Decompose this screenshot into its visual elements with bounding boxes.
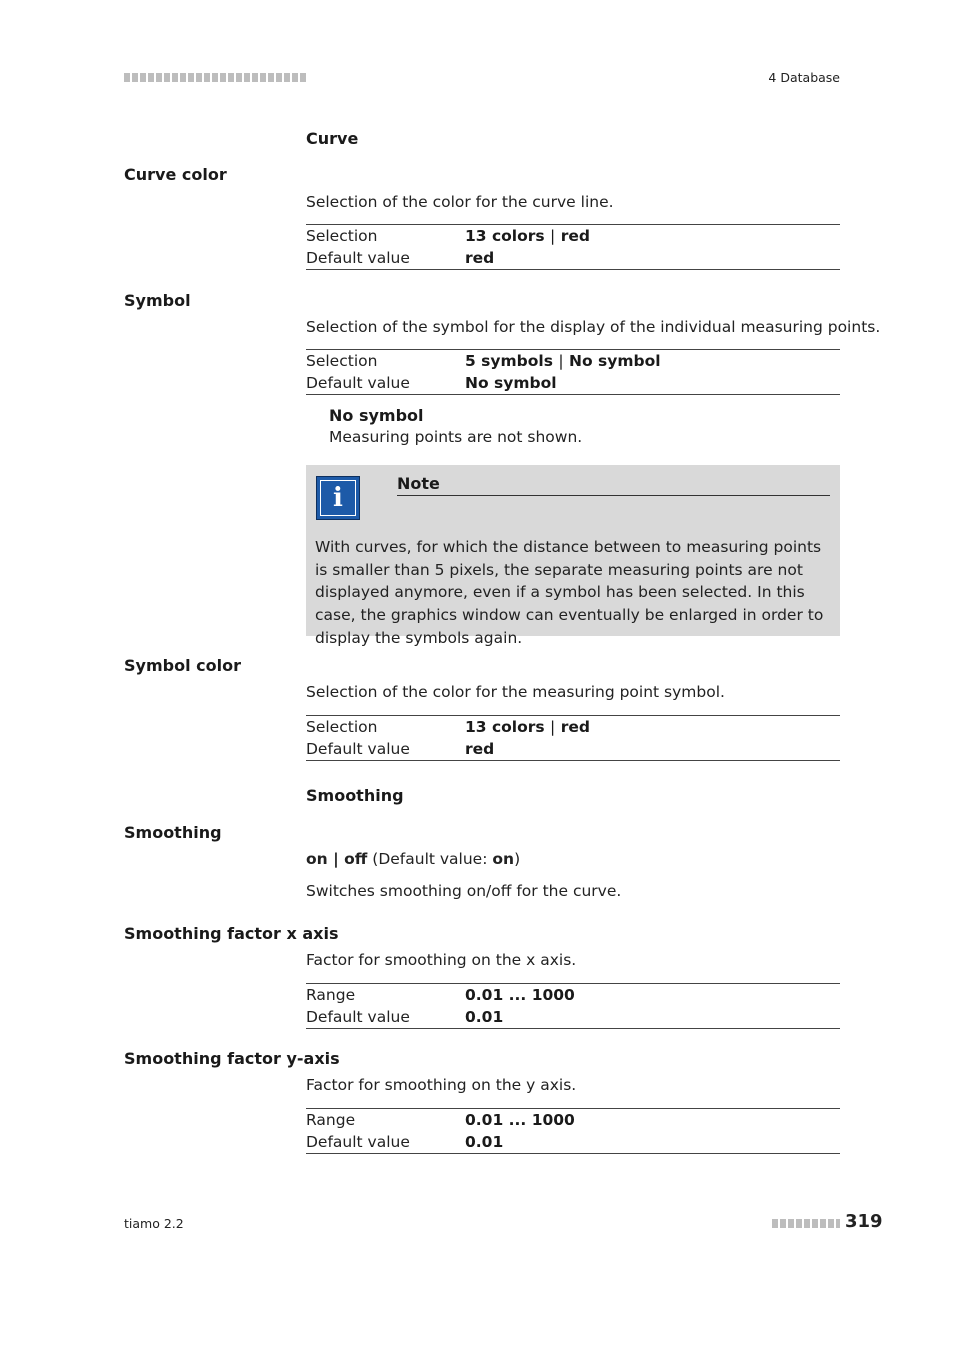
table-key: Default value xyxy=(306,1133,410,1151)
table-key: Default value xyxy=(306,740,410,758)
param-label-smoothing: Smoothing xyxy=(124,823,222,842)
table-row xyxy=(306,738,840,761)
separator: | xyxy=(550,718,556,736)
param-desc-smoothing-x: Factor for smoothing on the x axis. xyxy=(306,951,577,969)
param-label-curve-color: Curve color xyxy=(124,165,227,184)
footer-product: tiamo 2.2 xyxy=(124,1216,184,1231)
param-options-smoothing xyxy=(306,850,520,868)
param-label-smoothing-x: Smoothing factor x axis xyxy=(124,924,339,943)
table-key: Default value xyxy=(306,249,410,267)
param-desc-symbol: Selection of the symbol for the display of the individual measuring points. xyxy=(306,318,881,336)
table-row xyxy=(306,984,840,1007)
default-prefix: (Default value: xyxy=(367,850,493,868)
value-b: red xyxy=(560,718,590,736)
table-row xyxy=(306,350,840,373)
page-number: 319 xyxy=(845,1211,883,1232)
separator: | xyxy=(558,352,564,370)
table-row xyxy=(306,247,840,270)
table-value: 0.01 ... 1000 xyxy=(465,986,575,1004)
table-value xyxy=(465,716,840,739)
param-desc-symbol-color: Selection of the color for the measuring point symbol. xyxy=(306,683,725,701)
table-value xyxy=(465,350,840,373)
section-heading-smoothing: Smoothing xyxy=(306,786,404,805)
value-b: red xyxy=(560,227,590,245)
separator: | xyxy=(550,227,556,245)
table-key: Default value xyxy=(306,1008,410,1026)
table-key: Default value xyxy=(306,374,410,392)
table-row xyxy=(306,1006,840,1029)
param-desc-curve-color: Selection of the color for the curve line. xyxy=(306,193,614,211)
note-text: With curves, for which the distance between to measuring points is smaller than 5 pixels, the separate measuring points are not displayed anymore, even if a symbol has been selected. In this case, the graphics window can eventually be enlarged in order to display the symbols again. xyxy=(315,538,824,647)
chapter-title: 4 Database xyxy=(768,70,840,85)
param-desc-smoothing: Switches smoothing on/off for the curve. xyxy=(306,882,622,900)
table-key: Selection xyxy=(306,227,378,245)
table-row xyxy=(306,1131,840,1154)
value-b: No symbol xyxy=(569,352,661,370)
note-box xyxy=(306,465,840,647)
options-text: on | off xyxy=(306,850,368,868)
param-table-symbol-color xyxy=(306,715,840,761)
table-key: Range xyxy=(306,986,356,1004)
table-key: Selection xyxy=(306,352,378,370)
param-desc-smoothing-y: Factor for smoothing on the y axis. xyxy=(306,1076,577,1094)
option-title-no-symbol: No symbol xyxy=(329,406,424,425)
param-label-symbol-color: Symbol color xyxy=(124,656,241,675)
table-value xyxy=(465,225,840,248)
default-value: on xyxy=(492,850,515,868)
table-value: 0.01 ... 1000 xyxy=(465,1111,575,1129)
table-key: Selection xyxy=(306,718,378,736)
value-a: 5 symbols xyxy=(465,352,553,370)
param-table-curve-color xyxy=(306,224,840,270)
param-table-symbol xyxy=(306,349,840,395)
table-row xyxy=(306,1109,840,1132)
table-row xyxy=(306,372,840,395)
value-a: 13 colors xyxy=(465,227,545,245)
header-decoration xyxy=(124,73,308,82)
table-value: 0.01 xyxy=(465,1008,504,1026)
value-a: 13 colors xyxy=(465,718,545,736)
footer-decoration xyxy=(772,1219,840,1228)
info-icon: i xyxy=(316,476,360,520)
default-suffix: ) xyxy=(514,850,521,868)
param-label-smoothing-y: Smoothing factor y-axis xyxy=(124,1049,340,1068)
note-title: Note xyxy=(397,474,830,496)
table-value: No symbol xyxy=(465,374,557,392)
param-table-smoothing-y xyxy=(306,1108,840,1154)
param-table-smoothing-x xyxy=(306,983,840,1029)
table-key: Range xyxy=(306,1111,356,1129)
table-value: red xyxy=(465,249,495,267)
section-heading-curve: Curve xyxy=(306,129,359,148)
table-value: 0.01 xyxy=(465,1133,504,1151)
table-row xyxy=(306,716,840,739)
param-label-symbol: Symbol xyxy=(124,291,191,310)
option-desc-no-symbol: Measuring points are not shown. xyxy=(329,428,583,446)
table-row xyxy=(306,225,840,248)
table-value: red xyxy=(465,740,495,758)
